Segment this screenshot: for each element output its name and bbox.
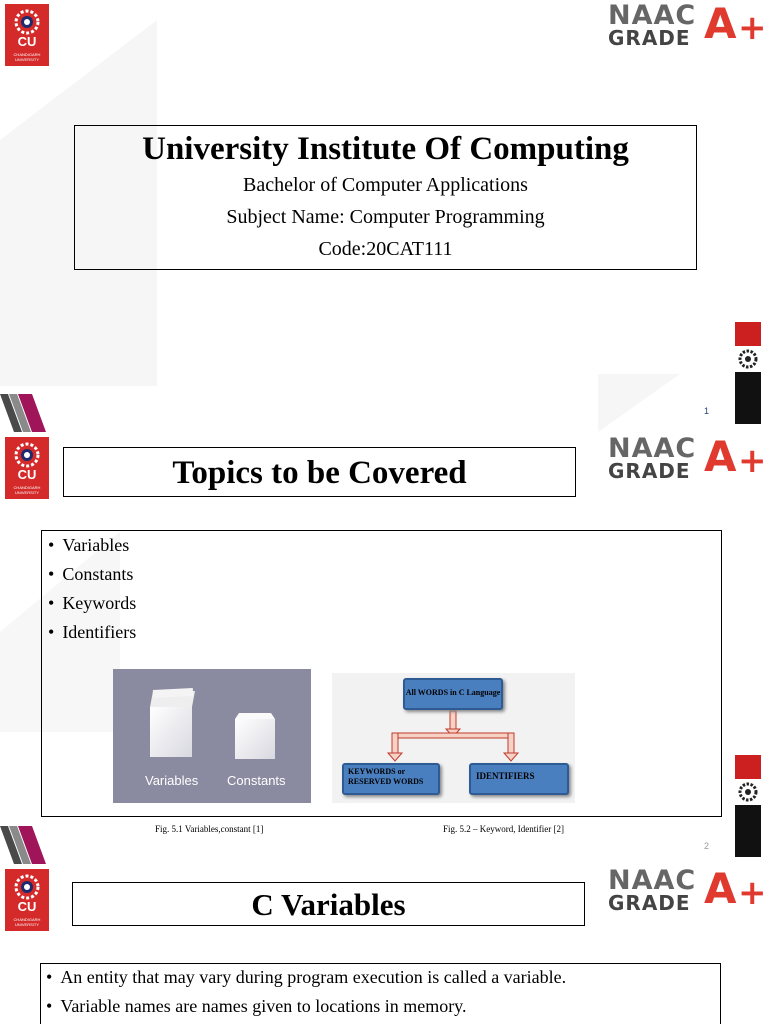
list-item: • Constants (48, 560, 136, 589)
keywords-line1: KEYWORDS or (348, 767, 406, 776)
logo-subtext: CHANDIGARH UNIVERSITY (13, 52, 41, 62)
naac-logo (608, 2, 768, 50)
naac-text: NAAC (608, 865, 697, 896)
grade-text: GRADE (608, 26, 691, 50)
naac-logo (608, 432, 768, 483)
grade-plus: + (738, 8, 767, 48)
gear-icon (13, 873, 41, 901)
topics-box (41, 530, 722, 817)
grade-letter: A (704, 864, 737, 913)
list-item: • Variable names are names given to locations in memory. (46, 992, 566, 1021)
naac-text: NAAC (608, 433, 697, 464)
corner-stripes (0, 826, 48, 864)
cog-icon (738, 349, 758, 369)
grade-text: GRADE (608, 459, 691, 483)
content-box (40, 963, 721, 1024)
gear-icon (13, 8, 41, 36)
subtitle-subject: Subject Name: Computer Programming (226, 206, 545, 228)
cog-icon (738, 782, 758, 802)
slide-3 (0, 864, 768, 1024)
grade-plus: + (738, 441, 767, 481)
list-item: • An entity that may vary during program execution is called a variable. (46, 963, 566, 992)
definition-list (46, 963, 566, 1021)
title-box (74, 125, 697, 270)
figure-caption-1: Fig. 5.1 Variables,constant [1] (155, 824, 264, 834)
grade-letter: A (704, 432, 737, 481)
grade-text: GRADE (608, 891, 691, 915)
keywords-box (342, 763, 440, 795)
figure-caption-2: Fig. 5.2 – Keyword, Identifier [2] (443, 824, 564, 834)
page-title: Topics to be Covered (63, 447, 576, 497)
corner-stripes (0, 394, 48, 432)
grade-letter: A (704, 0, 737, 48)
page-number: 1 (704, 406, 710, 416)
keywords-line2: RESERVED WORDS (348, 777, 424, 786)
figure-keywords-identifiers (332, 673, 575, 803)
logo-text: CU (17, 34, 37, 49)
all-words-box: All WORDS in C Language (403, 678, 503, 710)
grade-plus: + (738, 873, 767, 913)
subtitle-code: Code:20CAT111 (318, 238, 453, 260)
topics-list (48, 531, 136, 647)
logo-text: CU (17, 899, 37, 914)
constants-label: Constants (227, 773, 286, 788)
page-title: University Institute Of Computing (142, 131, 629, 167)
logo-subtext: CHANDIGARH UNIVERSITY (13, 485, 41, 495)
slide-2 (0, 432, 768, 864)
identifiers-box: IDENTIFIERS (469, 763, 569, 795)
page-title: C Variables (72, 882, 585, 926)
subtitle-program: Bachelor of Computer Applications (243, 174, 528, 196)
variables-label: Variables (145, 773, 199, 788)
list-item: • Variables (48, 531, 136, 560)
naac-logo (608, 864, 768, 915)
gear-icon (13, 441, 41, 469)
cu-logo (5, 437, 49, 499)
logo-subtext: CHANDIGARH UNIVERSITY (13, 917, 41, 927)
figure-variables-constants (113, 669, 311, 803)
slide-1 (0, 0, 768, 432)
cu-logo (5, 869, 49, 931)
logo-text: CU (17, 467, 37, 482)
page-number: 2 (704, 841, 710, 851)
list-item: • Keywords (48, 589, 136, 618)
naac-text: NAAC (608, 0, 697, 31)
list-item: • Identifiers (48, 618, 136, 647)
cu-logo (5, 4, 49, 66)
